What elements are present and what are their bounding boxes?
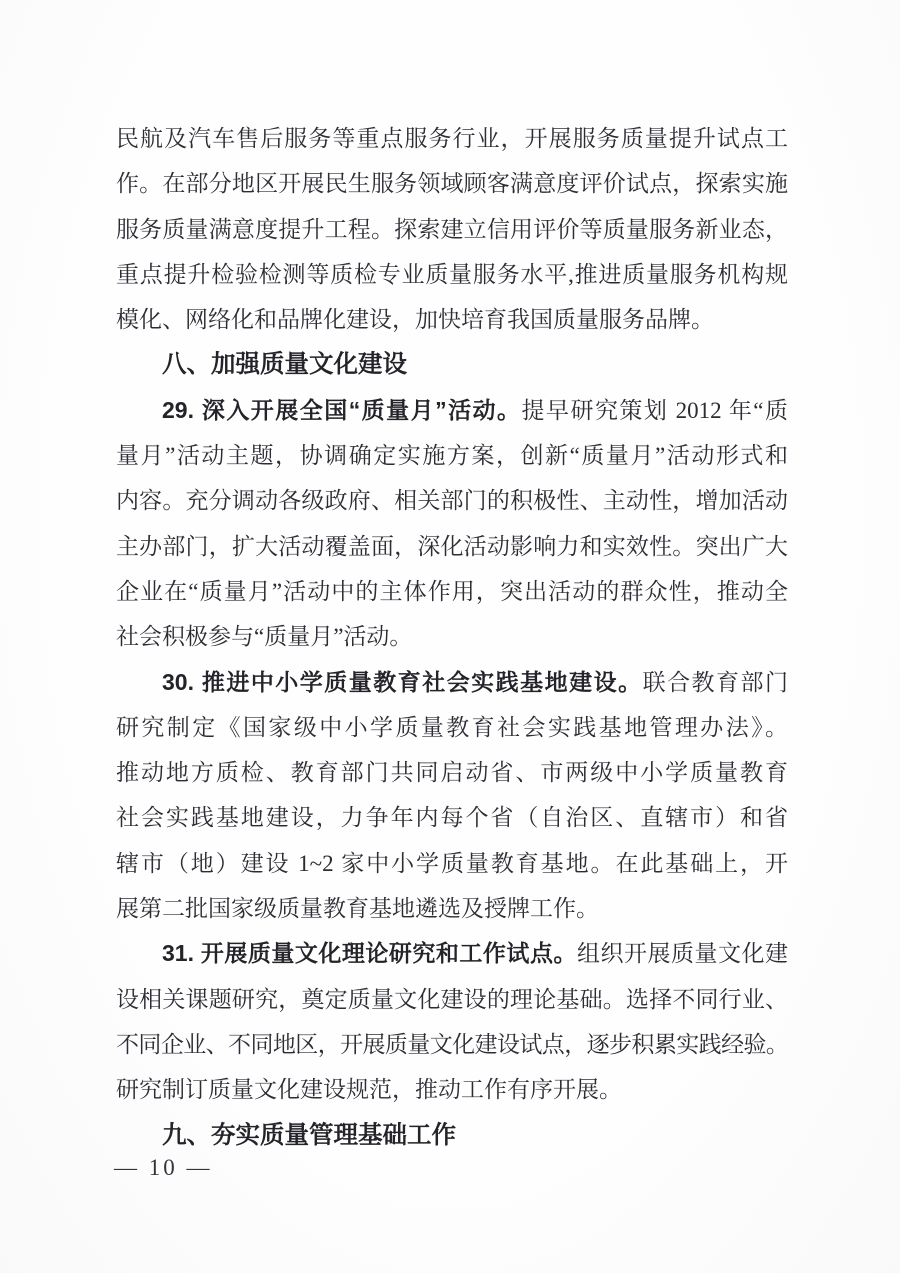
text-line xyxy=(116,660,788,705)
section-heading: 九、夯实质量管理基础工作 xyxy=(162,1121,456,1149)
page-number: — 10 — xyxy=(114,1155,213,1180)
text-line: 不同企业、不同地区，开展质量文化建设试点，逐步积累实践经验。 xyxy=(116,1031,788,1057)
text-line: 模化、网络化和品牌化建设，加快培育我国质量服务品牌。 xyxy=(116,307,714,333)
paragraph-bold-lead: 31. 开展质量文化理论研究和工作试点。 xyxy=(162,940,577,967)
text-line: 重点提升检验检测等质检专业质量服务水平,推进质量服务机构规 xyxy=(116,261,788,287)
paragraph-bold-lead: 30. 推进中小学质量教育社会实践基地建设。 xyxy=(162,668,643,695)
text-column xyxy=(116,116,788,1158)
line-text: 提早研究策划 2012 年“质 xyxy=(521,397,788,423)
text-line: 推动地方质检、教育部门共同启动省、市两级中小学质量教育 xyxy=(116,760,788,786)
text-line: 作。在部分地区开展民生服务领域顾客满意度评价试点，探索实施 xyxy=(116,171,788,197)
text-line: 社会实践基地建设，力争年内每个省（自治区、直辖市）和省 xyxy=(116,805,788,831)
text-line: 研究制定《国家级中小学质量教育社会实践基地管理办法》。 xyxy=(116,714,788,740)
line-text: 联合教育部门 xyxy=(642,669,788,695)
text-line: 设相关课题研究，奠定质量文化建设的理论基础。选择不同行业、 xyxy=(116,986,788,1012)
text-line: 展第二批国家级质量教育基地遴选及授牌工作。 xyxy=(116,896,599,922)
text-line: 主办部门，扩大活动覆盖面，深化活动影响力和实效性。突出广大 xyxy=(116,533,788,559)
text-line: 服务质量满意度提升工程。探索建立信用评价等质量服务新业态， xyxy=(116,216,788,242)
paragraph-bold-lead: 29. 深入开展全国“质量月”活动。 xyxy=(162,396,522,423)
text-line xyxy=(116,388,788,433)
text-line: 辖市（地）建设 1~2 家中小学质量教育基地。在此基础上，开 xyxy=(116,850,788,876)
text-line: 内容。充分调动各级政府、相关部门的积极性、主动性，增加活动 xyxy=(116,488,788,514)
text-line: 社会积极参与“质量月”活动。 xyxy=(116,624,413,650)
line-text: 组织开展质量文化建 xyxy=(576,941,788,967)
text-line: 研究制订质量文化建设规范，推动工作有序开展。 xyxy=(116,1077,622,1103)
text-line: 量月”活动主题，协调确定实施方案，创新“质量月”活动形式和 xyxy=(116,443,788,469)
section-heading: 八、加强质量文化建设 xyxy=(162,351,407,379)
text-line xyxy=(116,931,788,976)
text-line: 企业在“质量月”活动中的主体作用，突出活动的群众性，推动全 xyxy=(116,578,788,604)
text-line: 民航及汽车售后服务等重点服务行业，开展服务质量提升试点工 xyxy=(116,126,788,151)
